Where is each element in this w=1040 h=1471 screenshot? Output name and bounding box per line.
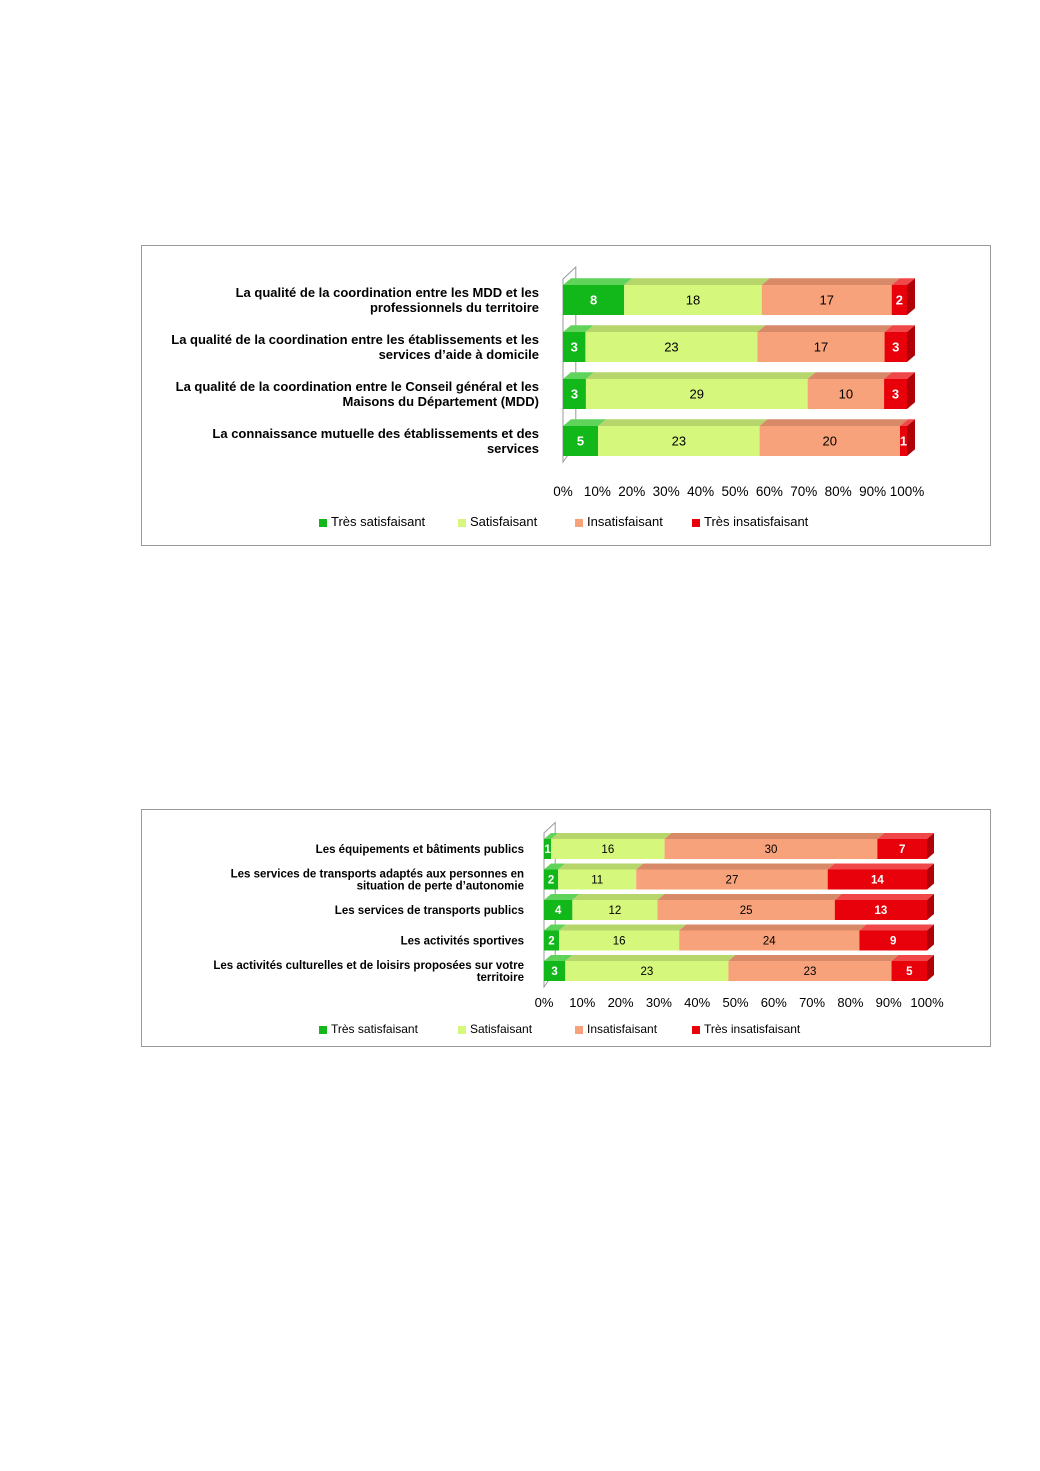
data-label: 27 [725, 874, 739, 887]
data-label: 23 [803, 966, 817, 979]
data-label: 3 [892, 339, 900, 355]
x-tick-label: 10% [569, 995, 596, 1010]
data-label: 4 [554, 905, 562, 918]
legend-label-insatisfaisant: Insatisfaisant [587, 1022, 658, 1036]
category-label: La qualité de la coordination entre le Conseil général et les Maisons du Département (MDD) [175, 379, 539, 410]
x-tick-label: 20% [607, 995, 634, 1010]
category-label: Les activités sportives [400, 935, 524, 948]
data-label: 5 [906, 966, 913, 979]
legend-label-satisfaisant: Satisfaisant [470, 1022, 533, 1036]
chart-coordination-svg [142, 246, 990, 545]
bar-segment-tres-insatisfaisant [892, 955, 934, 981]
category-label: Les services de transports publics [334, 905, 524, 918]
data-label: 17 [819, 292, 834, 308]
legend-label-tres-insatisfaisant: Très insatisfaisant [704, 514, 809, 529]
x-tick-label: 40% [687, 484, 715, 499]
x-tick-label: 70% [799, 995, 826, 1010]
category-label: La qualité de la coordination entre les MDD et les professionnels du territoire [235, 285, 539, 316]
category-label: La connaissance mutuelle des établissements et des services [212, 426, 539, 457]
legend-label-tres-insatisfaisant: Très insatisfaisant [704, 1022, 801, 1036]
category-label: Les activités culturelles et de loisirs proposées sur votre territoire [213, 960, 524, 985]
data-label: 8 [589, 292, 598, 308]
legend-swatch-satisfaisant [458, 519, 466, 527]
data-label: 23 [664, 339, 679, 355]
x-tick-label: 10% [583, 484, 611, 499]
x-tick-label: 30% [652, 484, 680, 499]
data-label: 1 [544, 844, 551, 857]
bar-segment-tres-insatisfaisant [877, 833, 934, 859]
x-tick-label: 70% [790, 484, 818, 499]
category-label: La qualité de la coordination entre les établissements et les services d’aide à domicile [171, 332, 539, 363]
data-label: 16 [601, 844, 615, 857]
legend-label-insatisfaisant: Insatisfaisant [587, 514, 663, 529]
x-tick-label: 40% [684, 995, 711, 1010]
legend-swatch-insatisfaisant [575, 1026, 583, 1034]
data-label: 1 [899, 433, 908, 449]
data-label: 5 [576, 433, 585, 449]
data-label: 14 [870, 874, 884, 887]
data-label: 11 [591, 874, 604, 887]
category-label: Les services de transports adaptés aux personnes en situation de perte d’autonomie [230, 868, 524, 893]
legend-swatch-tres-insatisfaisant [692, 1026, 700, 1034]
data-label: 24 [762, 935, 776, 948]
data-label: 16 [612, 935, 626, 948]
data-label: 18 [685, 292, 701, 308]
legend-label-satisfaisant: Satisfaisant [470, 514, 538, 529]
data-label: 29 [689, 386, 705, 402]
data-label: 9 [890, 935, 897, 948]
data-label: 3 [891, 386, 900, 402]
x-tick-label: 60% [760, 995, 787, 1010]
bar-segment-tres-satisfaisant [563, 278, 632, 315]
data-label: 7 [898, 844, 906, 857]
bar-segment-tres-insatisfaisant [884, 372, 915, 409]
data-label: 20 [822, 433, 838, 449]
x-tick-label: 20% [618, 484, 646, 499]
data-label: 25 [739, 905, 753, 918]
category-label: Les équipements et bâtiments publics [315, 844, 524, 857]
data-label: 23 [640, 966, 654, 979]
bar-segment-tres-insatisfaisant [859, 925, 934, 951]
legend-label-tres-satisfaisant: Très satisfaisant [331, 1022, 418, 1036]
data-label: 23 [671, 433, 687, 449]
chart-services-publics [141, 809, 991, 1047]
x-tick-label: 50% [721, 484, 749, 499]
data-label: 3 [551, 966, 558, 979]
chart-services-publics-svg [142, 810, 990, 1046]
data-label: 10 [838, 386, 854, 402]
legend-swatch-insatisfaisant [575, 519, 583, 527]
data-label: 13 [874, 905, 888, 918]
legend-swatch-tres-insatisfaisant [692, 519, 700, 527]
x-tick-label: 80% [837, 995, 864, 1010]
data-label: 17 [813, 339, 829, 355]
x-tick-label: 100% [910, 995, 944, 1010]
data-label: 30 [764, 844, 778, 857]
data-label: 2 [895, 292, 903, 308]
chart-coordination [141, 245, 991, 546]
legend-swatch-tres-satisfaisant [319, 519, 327, 527]
x-tick-label: 50% [722, 995, 749, 1010]
data-label: 2 [548, 935, 555, 948]
data-label: 12 [608, 905, 622, 918]
legend-swatch-tres-satisfaisant [319, 1026, 327, 1034]
x-tick-label: 0% [534, 995, 554, 1010]
legend-label-tres-satisfaisant: Très satisfaisant [331, 514, 426, 529]
x-tick-label: 60% [755, 484, 783, 499]
x-tick-label: 90% [859, 484, 887, 499]
data-label: 3 [570, 386, 579, 402]
legend-swatch-satisfaisant [458, 1026, 466, 1034]
x-tick-label: 80% [824, 484, 852, 499]
x-tick-label: 90% [875, 995, 902, 1010]
bar-segment-tres-insatisfaisant [885, 325, 915, 362]
data-label: 3 [570, 339, 578, 355]
x-tick-label: 100% [889, 484, 925, 499]
x-tick-label: 30% [645, 995, 672, 1010]
data-label: 2 [547, 874, 555, 887]
x-tick-label: 0% [553, 484, 573, 499]
